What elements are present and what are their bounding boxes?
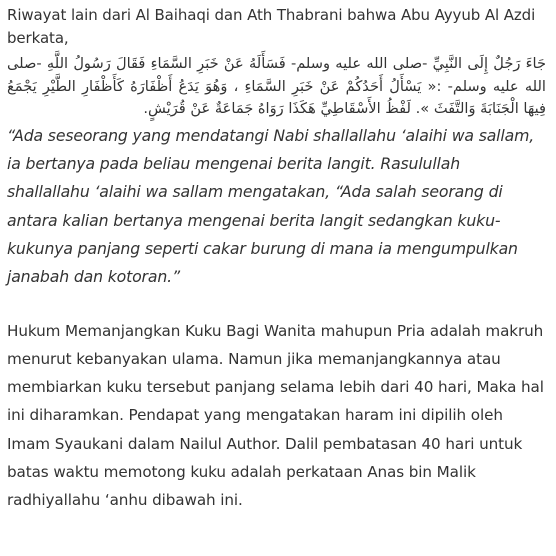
arabic-hadith-text: جَاءَ رَجُلٌ إِلَى النَّبِيِّ -صلى الله عليه وسلم- فَسَأَلَهُ عَنْ خَبَرِ السَّمَاءِ فَقَالَ رَسُولُ اللَّهِ -صلى الله عليه وسلم- :« يَسْأَلُ أَحَدُكُمْ عَنْ خَبَرِ السَّمَاءِ ، وَهُوَ يَدَعُ أَظْفَارَهُ كَأَظْفَارِ الطَّيْرِ يَجْمَعُ فِيهَا الْجَنَابَةَ وَالتَّفَثَ ». لَفْظُ الأَسْقَاطِيِّ هَكَذَا رَوَاهُ جَمَاعَةٌ عَنْ قُرَيْشٍ. [7,55,546,118]
hadith-translation: “Ada seseorang yang mendatangi Nabi shallallahu ‘alaihi wa sallam, ia bertanya pada beliau mengenai berita langit. Rasulullah shallallahu ‘alaihi wa sallam mengatakan, “Ada salah seorang di antara kalian bertanya mengenai berita langit sedangkan kuku-kukunya panjang seperti cakar burung di mana ia mengumpulkan janabah dan kotoran.” [7,125,535,287]
ruling-paragraph: Hukum Memanjangkan Kuku Bagi Wanita mahupun Pria adalah makruh menurut kebanyakan ulama. Namun jika memanjangkannya atau membiarkan kuku tersebut panjang selama lebih dari 40 hari, Maka hal ini diharamkan. Pendapat yang mengatakan haram ini dipilih oleh Imam Syaukani dalam Nailul Author. Dalil pembatasan 40 hari untuk batas waktu memotong kuku adalah perkataan Anas bin Malik radhiyallahu ‘anhu dibawah ini. [7,321,544,510]
intro-text: Riwayat lain dari Al Baihaqi dan Ath Thabrani bahwa Abu Ayyub Al Azdi berkata, [7,6,536,47]
